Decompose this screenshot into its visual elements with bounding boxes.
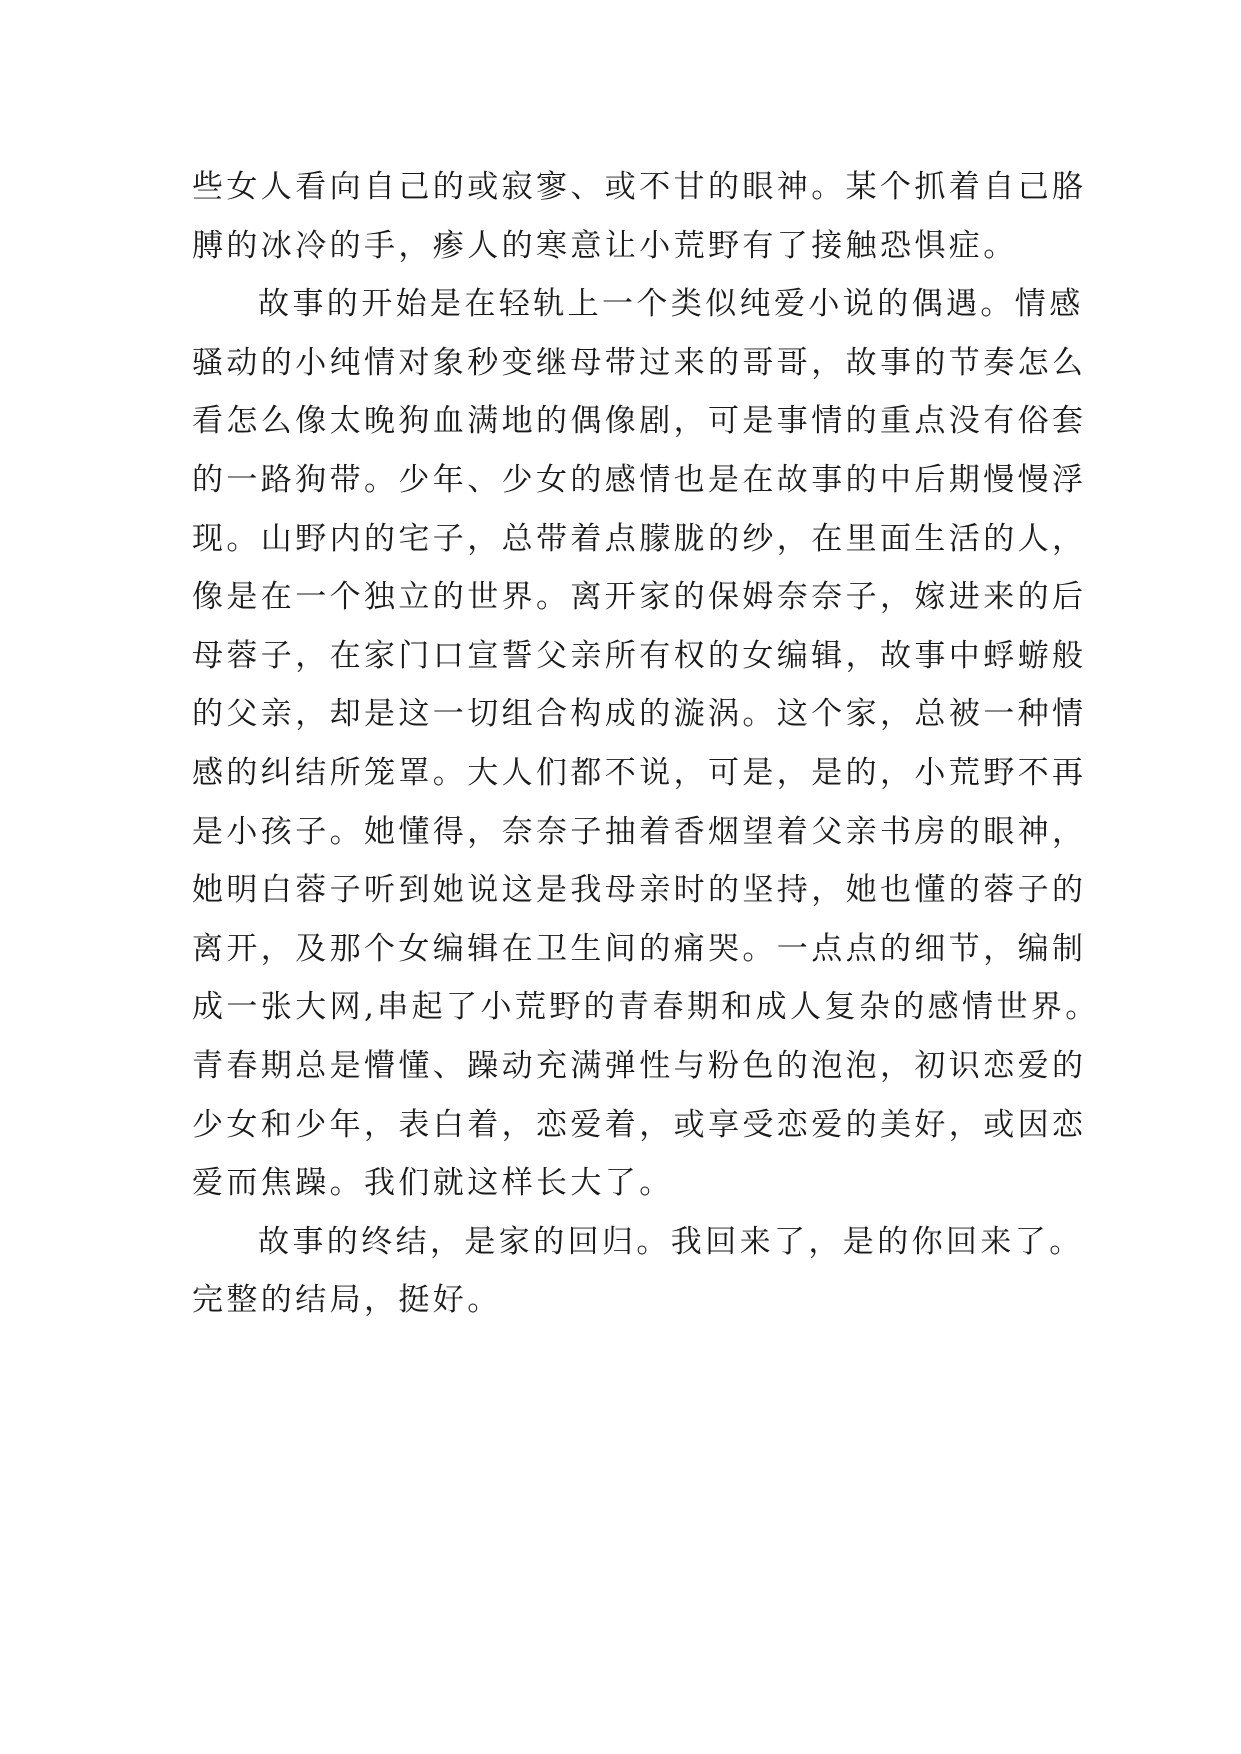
text-line: 是小孩子。她懂得，奈奈子抽着香烟望着父亲书房的眼神， xyxy=(192,813,1087,850)
text-line: 些女人看向自己的或寂寥、或不甘的眼神。某个抓着自己胳 xyxy=(192,169,1087,205)
text-line: 完整的结局，挺好。 xyxy=(192,1282,502,1319)
text-line: 爱而焦躁。我们就这样长大了。 xyxy=(192,1165,674,1202)
paragraph-start-line: 故事的终结，是家的回归。我回来了，是的你回来了。 xyxy=(258,1223,1084,1260)
text-line: 骚动的小纯情对象秒变继母带过来的哥哥，故事的节奏怎么 xyxy=(192,344,1087,381)
text-line: 青春期总是懵懂、躁动充满弹性与粉色的泡泡，初识恋爱的 xyxy=(192,1047,1087,1084)
text-line: 像是在一个独立的世界。离开家的保姆奈奈子，嫁进来的后 xyxy=(192,579,1087,616)
text-line: 的父亲，却是这一切组合构成的漩涡。这个家，总被一种情 xyxy=(192,696,1087,733)
text-line: 少女和少年，表白着，恋爱着，或享受恋爱的美好，或因恋 xyxy=(192,1106,1087,1143)
text-line: 离开，及那个女编辑在卫生间的痛哭。一点点的细节，编制 xyxy=(192,930,1087,967)
text-line: 看怎么像太晚狗血满地的偶像剧，可是事情的重点没有俗套 xyxy=(192,403,1087,440)
body-text xyxy=(192,158,1100,1330)
text-line: 现。山野内的宅子，总带着点朦胧的纱，在里面生活的人， xyxy=(192,520,1087,557)
text-line: 的一路狗带。少年、少女的感情也是在故事的中后期慢慢浮 xyxy=(192,461,1087,498)
text-line: 膊的冰冷的手，瘆人的寒意让小荒野有了接触恐惧症。 xyxy=(192,227,1018,264)
text-line: 母蓉子，在家门口宣誓父亲所有权的女编辑，故事中蜉蝣般 xyxy=(192,637,1087,674)
text-line: 感的纠结所笼罩。大人们都不说，可是，是的，小荒野不再 xyxy=(192,754,1087,791)
text-line: 成一张大网,串起了小荒野的青春期和成人复杂的感情世界。 xyxy=(192,989,1100,1026)
paragraph-start-line: 故事的开始是在轻轨上一个类似纯爱小说的偶遇。情感 xyxy=(258,286,1084,323)
text-line: 她明白蓉子听到她说这是我母亲时的坚持，她也懂的蓉子的 xyxy=(192,872,1087,909)
